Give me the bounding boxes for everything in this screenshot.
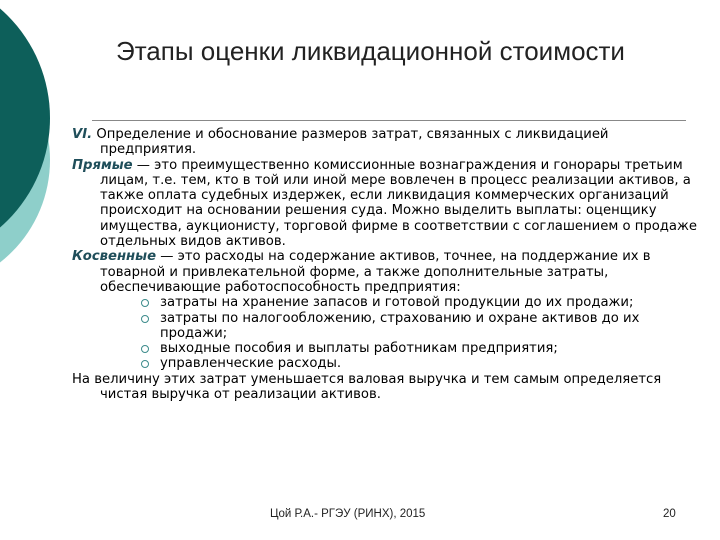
circles-graphic <box>0 0 80 540</box>
closing-paragraph: На величину этих затрат уменьшается валовая выручка и тем самым определяется чистая выручка от реализации активов. <box>72 371 662 403</box>
intro-text: Определение и обоснование размеров затрат, связанных с ликвидацией предприятия. <box>92 127 609 158</box>
direct-costs-text: — это преимущественно комиссионные вознаграждения и гонорары третьим лицам, т.е. тем, кто в той или иной мере вовлечен в процесс реализации активов, а также оплата судебных издержек, если ликвидация коммерческих организаций происходит на основании решения суда. Можно выделить выплаты: оценщику имущества, аукционисту, торговой фирме в соответствии с соглашением о продаже отдельных видов активов. <box>100 157 697 250</box>
slide-body <box>72 127 698 402</box>
circle-bullet-icon <box>141 345 149 353</box>
direct-costs-paragraph <box>72 158 698 250</box>
list-item: выходные пособия и выплаты работникам предприятия; <box>72 341 698 356</box>
intro-paragraph <box>72 127 698 158</box>
footer-author: Цой Р.А.- РГЭУ (РИНХ), 2015 <box>270 508 426 520</box>
slide-title: Этапы оценки ликвидационной стоимости <box>116 36 625 66</box>
page-number: 20 <box>663 508 676 520</box>
direct-costs-lead: Прямые <box>72 157 133 173</box>
circle-bullet-icon <box>141 315 149 323</box>
circle-bullet-icon <box>141 299 149 307</box>
indirect-costs-list <box>72 295 698 371</box>
decorative-circles <box>0 0 80 540</box>
list-item: затраты по налогообложению, страхованию и охране активов до их продажи; <box>72 311 698 342</box>
circle-bullet-icon <box>141 360 149 368</box>
indirect-costs-text: — это расходы на содержание активов, точнее, на поддержание их в товарной и привлекательной форме, а также дополнительные затраты, обеспечивающие работоспособность предприятия: <box>100 249 651 295</box>
intro-lead: VI. <box>72 127 93 142</box>
indirect-costs-paragraph <box>72 249 698 295</box>
title-divider <box>92 120 686 121</box>
list-item: затраты на хранение запасов и готовой продукции до их продажи; <box>72 295 698 310</box>
indirect-costs-lead: Косвенные <box>72 249 157 265</box>
list-item: управленческие расходы. <box>72 356 698 371</box>
